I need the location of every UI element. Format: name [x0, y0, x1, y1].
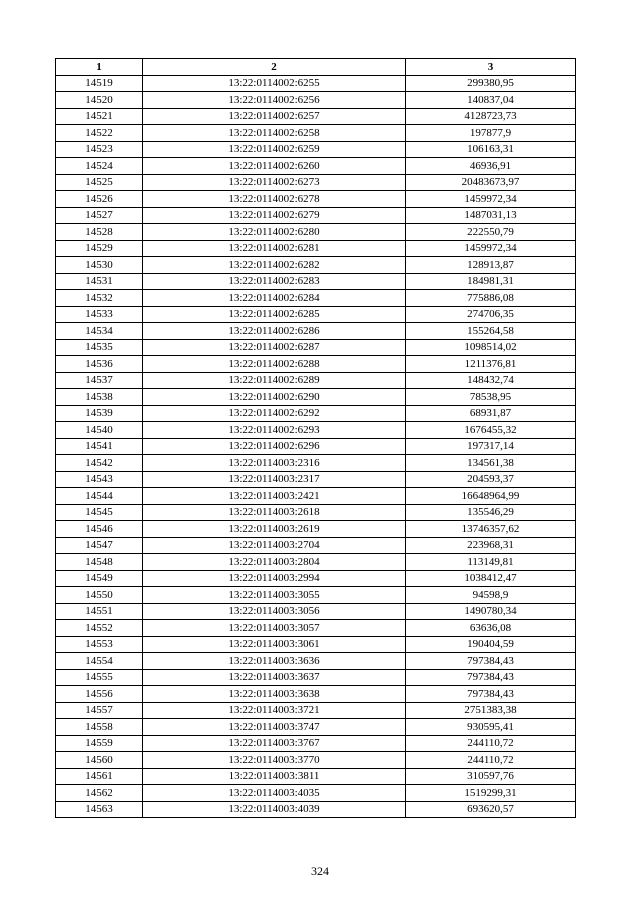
- row-number-cell: 14519: [56, 75, 143, 92]
- row-number-cell: 14520: [56, 92, 143, 109]
- value-cell: 1490780,34: [406, 603, 576, 620]
- value-cell: 1459972,34: [406, 240, 576, 257]
- value-cell: 223968,31: [406, 537, 576, 554]
- value-cell: 244110,72: [406, 752, 576, 769]
- table-row: [56, 702, 576, 719]
- row-number-cell: 14535: [56, 339, 143, 356]
- row-number-cell: 14529: [56, 240, 143, 257]
- table-row: [56, 488, 576, 505]
- row-number-cell: 14538: [56, 389, 143, 406]
- row-number-cell: 14559: [56, 735, 143, 752]
- table-row: [56, 521, 576, 538]
- row-number-cell: 14558: [56, 719, 143, 736]
- table-row: [56, 504, 576, 521]
- row-number-cell: 14547: [56, 537, 143, 554]
- table-row: [56, 587, 576, 604]
- value-cell: 1487031,13: [406, 207, 576, 224]
- table-row: [56, 191, 576, 208]
- table-row: [56, 455, 576, 472]
- row-number-cell: 14555: [56, 669, 143, 686]
- row-number-cell: 14530: [56, 257, 143, 274]
- row-number-cell: 14521: [56, 108, 143, 125]
- row-number-cell: 14540: [56, 422, 143, 439]
- table-row: [56, 768, 576, 785]
- value-cell: 135546,29: [406, 504, 576, 521]
- table-row: [56, 669, 576, 686]
- value-cell: 299380,95: [406, 75, 576, 92]
- row-number-cell: 14534: [56, 323, 143, 340]
- header-row: [56, 59, 576, 76]
- cadastral-number-cell: 13:22:0114003:2618: [143, 504, 406, 521]
- table-row: [56, 603, 576, 620]
- column-header-3: 3: [406, 59, 576, 76]
- value-cell: 310597,76: [406, 768, 576, 785]
- cadastral-number-cell: 13:22:0114002:6289: [143, 372, 406, 389]
- value-cell: 68931,87: [406, 405, 576, 422]
- cadastral-number-cell: 13:22:0114002:6293: [143, 422, 406, 439]
- cadastral-number-cell: 13:22:0114002:6284: [143, 290, 406, 307]
- value-cell: 274706,35: [406, 306, 576, 323]
- table-body: [56, 75, 576, 818]
- cadastral-number-cell: 13:22:0114002:6256: [143, 92, 406, 109]
- table-row: [56, 752, 576, 769]
- value-cell: 78538,95: [406, 389, 576, 406]
- row-number-cell: 14546: [56, 521, 143, 538]
- cadastral-number-cell: 13:22:0114003:3636: [143, 653, 406, 670]
- row-number-cell: 14526: [56, 191, 143, 208]
- table-row: [56, 537, 576, 554]
- row-number-cell: 14553: [56, 636, 143, 653]
- table-row: [56, 125, 576, 142]
- table-row: [56, 207, 576, 224]
- cadastral-number-cell: 13:22:0114002:6288: [143, 356, 406, 373]
- cadastral-number-cell: 13:22:0114003:3767: [143, 735, 406, 752]
- cadastral-number-cell: 13:22:0114002:6287: [143, 339, 406, 356]
- cadastral-number-cell: 13:22:0114002:6290: [143, 389, 406, 406]
- row-number-cell: 14541: [56, 438, 143, 455]
- value-cell: 1098514,02: [406, 339, 576, 356]
- table-row: [56, 653, 576, 670]
- table-row: [56, 620, 576, 637]
- table-row: [56, 735, 576, 752]
- value-cell: 1459972,34: [406, 191, 576, 208]
- value-cell: 197317,14: [406, 438, 576, 455]
- row-number-cell: 14542: [56, 455, 143, 472]
- cadastral-number-cell: 13:22:0114003:3637: [143, 669, 406, 686]
- row-number-cell: 14563: [56, 801, 143, 818]
- row-number-cell: 14536: [56, 356, 143, 373]
- row-number-cell: 14548: [56, 554, 143, 571]
- table-row: [56, 141, 576, 158]
- cadastral-number-cell: 13:22:0114002:6255: [143, 75, 406, 92]
- cadastral-number-cell: 13:22:0114003:2804: [143, 554, 406, 571]
- cadastral-number-cell: 13:22:0114003:3638: [143, 686, 406, 703]
- table-row: [56, 636, 576, 653]
- cadastral-number-cell: 13:22:0114002:6279: [143, 207, 406, 224]
- cadastral-number-cell: 13:22:0114002:6286: [143, 323, 406, 340]
- cadastral-number-cell: 13:22:0114003:4035: [143, 785, 406, 802]
- value-cell: 797384,43: [406, 686, 576, 703]
- row-number-cell: 14551: [56, 603, 143, 620]
- row-number-cell: 14525: [56, 174, 143, 191]
- table-row: [56, 554, 576, 571]
- row-number-cell: 14539: [56, 405, 143, 422]
- cadastral-number-cell: 13:22:0114003:2421: [143, 488, 406, 505]
- value-cell: 244110,72: [406, 735, 576, 752]
- cadastral-number-cell: 13:22:0114003:2994: [143, 570, 406, 587]
- table-row: [56, 306, 576, 323]
- table-row: [56, 570, 576, 587]
- cadastral-number-cell: 13:22:0114002:6259: [143, 141, 406, 158]
- value-cell: 1038412,47: [406, 570, 576, 587]
- value-cell: 148432,74: [406, 372, 576, 389]
- table-row: [56, 174, 576, 191]
- value-cell: 155264,58: [406, 323, 576, 340]
- table-row: [56, 257, 576, 274]
- row-number-cell: 14531: [56, 273, 143, 290]
- row-number-cell: 14532: [56, 290, 143, 307]
- cadastral-number-cell: 13:22:0114003:3057: [143, 620, 406, 637]
- row-number-cell: 14560: [56, 752, 143, 769]
- value-cell: 1676455,32: [406, 422, 576, 439]
- table-row: [56, 686, 576, 703]
- value-cell: 113149,81: [406, 554, 576, 571]
- row-number-cell: 14528: [56, 224, 143, 241]
- cadastral-number-cell: 13:22:0114003:2704: [143, 537, 406, 554]
- value-cell: 797384,43: [406, 653, 576, 670]
- cadastral-number-cell: 13:22:0114002:6296: [143, 438, 406, 455]
- table-row: [56, 273, 576, 290]
- table-row: [56, 372, 576, 389]
- cadastral-number-cell: 13:22:0114003:2619: [143, 521, 406, 538]
- cadastral-number-cell: 13:22:0114003:2316: [143, 455, 406, 472]
- value-cell: 2751383,38: [406, 702, 576, 719]
- cadastral-number-cell: 13:22:0114003:3721: [143, 702, 406, 719]
- row-number-cell: 14545: [56, 504, 143, 521]
- cadastral-number-cell: 13:22:0114003:4039: [143, 801, 406, 818]
- row-number-cell: 14562: [56, 785, 143, 802]
- table-header: [56, 59, 576, 76]
- row-number-cell: 14549: [56, 570, 143, 587]
- cadastral-number-cell: 13:22:0114002:6273: [143, 174, 406, 191]
- row-number-cell: 14527: [56, 207, 143, 224]
- row-number-cell: 14544: [56, 488, 143, 505]
- row-number-cell: 14554: [56, 653, 143, 670]
- cadastral-number-cell: 13:22:0114002:6285: [143, 306, 406, 323]
- table-row: [56, 405, 576, 422]
- value-cell: 222550,79: [406, 224, 576, 241]
- row-number-cell: 14550: [56, 587, 143, 604]
- value-cell: 63636,08: [406, 620, 576, 637]
- row-number-cell: 14557: [56, 702, 143, 719]
- table-row: [56, 339, 576, 356]
- value-cell: 1519299,31: [406, 785, 576, 802]
- value-cell: 184981,31: [406, 273, 576, 290]
- value-cell: 13746357,62: [406, 521, 576, 538]
- page-number: 324: [311, 864, 329, 878]
- value-cell: 140837,04: [406, 92, 576, 109]
- cadastral-number-cell: 13:22:0114003:3811: [143, 768, 406, 785]
- value-cell: 1211376,81: [406, 356, 576, 373]
- cadastral-number-cell: 13:22:0114002:6260: [143, 158, 406, 175]
- table-row: [56, 75, 576, 92]
- value-cell: 128913,87: [406, 257, 576, 274]
- table-row: [56, 240, 576, 257]
- row-number-cell: 14524: [56, 158, 143, 175]
- value-cell: 16648964,99: [406, 488, 576, 505]
- value-cell: 20483673,97: [406, 174, 576, 191]
- table-row: [56, 785, 576, 802]
- table-row: [56, 471, 576, 488]
- value-cell: 930595,41: [406, 719, 576, 736]
- value-cell: 106163,31: [406, 141, 576, 158]
- value-cell: 204593,37: [406, 471, 576, 488]
- row-number-cell: 14561: [56, 768, 143, 785]
- value-cell: 190404,59: [406, 636, 576, 653]
- row-number-cell: 14523: [56, 141, 143, 158]
- table-row: [56, 438, 576, 455]
- table-row: [56, 290, 576, 307]
- value-cell: 4128723,73: [406, 108, 576, 125]
- cadastral-number-cell: 13:22:0114002:6257: [143, 108, 406, 125]
- table-row: [56, 422, 576, 439]
- cadastral-number-cell: 13:22:0114003:3061: [143, 636, 406, 653]
- cadastral-number-cell: 13:22:0114002:6283: [143, 273, 406, 290]
- table-row: [56, 323, 576, 340]
- table-row: [56, 801, 576, 818]
- value-cell: 797384,43: [406, 669, 576, 686]
- cadastral-number-cell: 13:22:0114002:6280: [143, 224, 406, 241]
- cadastral-number-cell: 13:22:0114003:3056: [143, 603, 406, 620]
- value-cell: 197877,9: [406, 125, 576, 142]
- cadastral-number-cell: 13:22:0114002:6282: [143, 257, 406, 274]
- cadastral-value-table: [55, 58, 576, 818]
- row-number-cell: 14543: [56, 471, 143, 488]
- column-header-1: 1: [56, 59, 143, 76]
- cadastral-number-cell: 13:22:0114002:6278: [143, 191, 406, 208]
- row-number-cell: 14537: [56, 372, 143, 389]
- cadastral-number-cell: 13:22:0114003:3770: [143, 752, 406, 769]
- row-number-cell: 14533: [56, 306, 143, 323]
- cadastral-number-cell: 13:22:0114003:3055: [143, 587, 406, 604]
- table-row: [56, 224, 576, 241]
- table-row: [56, 108, 576, 125]
- value-cell: 693620,57: [406, 801, 576, 818]
- table-row: [56, 719, 576, 736]
- cadastral-number-cell: 13:22:0114002:6292: [143, 405, 406, 422]
- column-header-2: 2: [143, 59, 406, 76]
- value-cell: 94598,9: [406, 587, 576, 604]
- cadastral-number-cell: 13:22:0114003:3747: [143, 719, 406, 736]
- row-number-cell: 14522: [56, 125, 143, 142]
- value-cell: 775886,08: [406, 290, 576, 307]
- row-number-cell: 14556: [56, 686, 143, 703]
- cadastral-number-cell: 13:22:0114002:6258: [143, 125, 406, 142]
- table-row: [56, 158, 576, 175]
- value-cell: 46936,91: [406, 158, 576, 175]
- cadastral-number-cell: 13:22:0114002:6281: [143, 240, 406, 257]
- table-row: [56, 356, 576, 373]
- table-row: [56, 389, 576, 406]
- cadastral-number-cell: 13:22:0114003:2317: [143, 471, 406, 488]
- value-cell: 134561,38: [406, 455, 576, 472]
- row-number-cell: 14552: [56, 620, 143, 637]
- table-row: [56, 92, 576, 109]
